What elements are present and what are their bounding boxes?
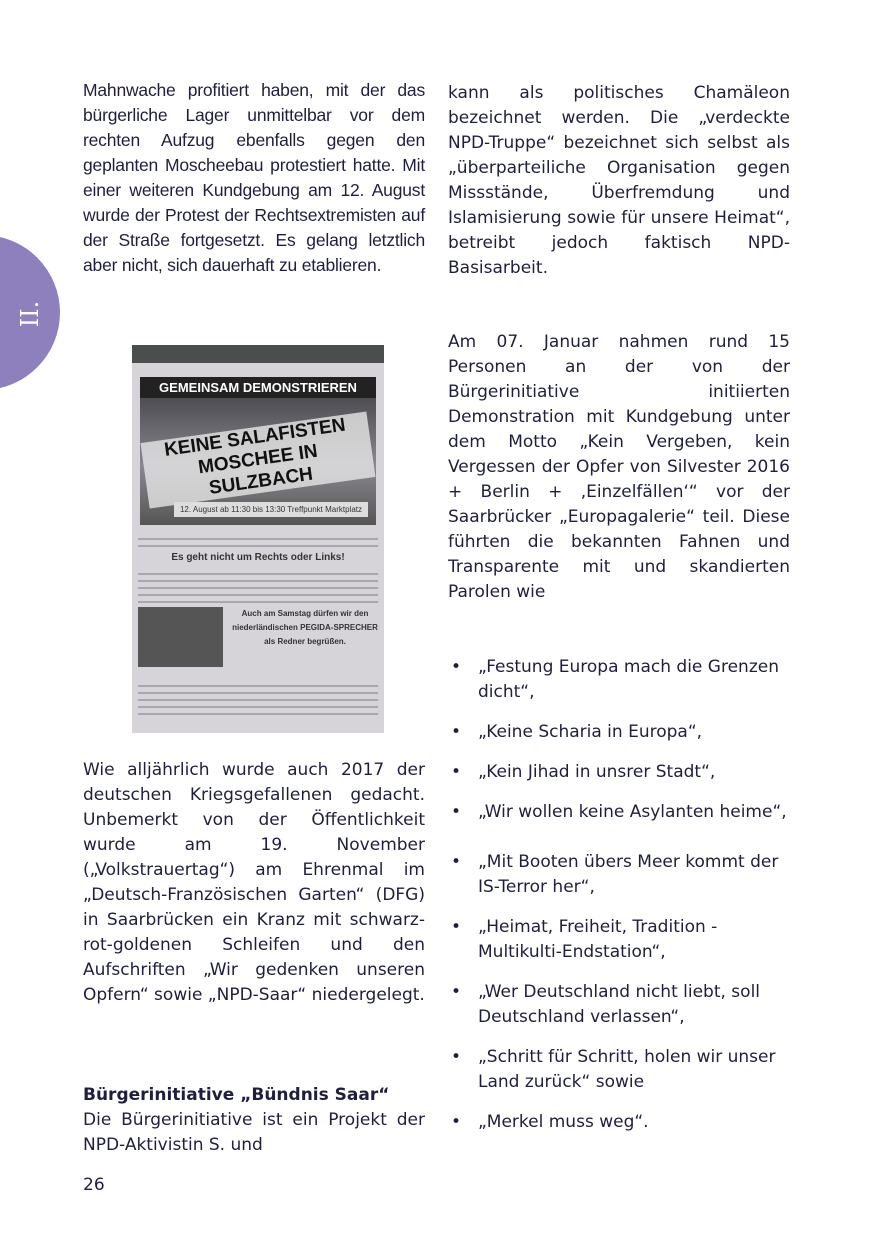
flyer-date: 12. August ab 11:30 bis 13:30 Treffpunkt Marktplatz <box>174 502 368 517</box>
paragraph: Die Bürgerinitiative ist ein Projekt der NPD-Aktivistin S. und <box>83 1110 425 1155</box>
list-item: • „Wir wollen keine Asylanten heime“, <box>448 800 793 825</box>
paragraph: Mahnwache profitiert haben, mit der das bürgerliche Lager unmittelbar vor dem rechten Aufzug ebenfalls gegen den geplanten Moscheebau protestiert hatte. Mit einer weiteren Kundgebung am 12. August wurde der Protest der Rechtsextremisten auf der Straße fortgesetzt. Es gelang letztlich aber nicht, sich dauerhaft zu etablieren. <box>83 80 425 275</box>
section-heading: Bürgerinitiative „Bündnis Saar“ <box>83 1085 390 1105</box>
flyer-banner <box>140 377 376 525</box>
list-item: • „Schritt für Schritt, holen wir unser Land zurück“ sowie <box>448 1045 793 1095</box>
paragraph: kann als politisches Chamäleon bezeichnet werden. Die „verdeckte NPD-Truppe“ bezeichnet sich selbst als „überparteiliche Organisation gegen Missstände, Überfremdung und Islamisierung sowie für unsere Heimat“, betreibt jedoch faktisch NPD-Basisarbeit. <box>448 83 790 278</box>
list-item: • „Heimat, Freiheit, Tradition - Multikulti-Endstation“, <box>448 915 793 965</box>
slogan-list <box>448 655 793 1150</box>
paragraph: Wie alljährlich wurde auch 2017 der deutschen Kriegsgefallenen gedacht. Unbemerkt von der Öffentlichkeit wurde am 19. November („Volkstrauertag“) am Ehrenmal im „Deutsch-Französischen Garten“ (DFG) in Saarbrücken ein Kranz mit schwarz-rot-goldenen Schleifen und den Aufschriften „Wir gedenken unseren Opfern“ sowie „NPD-Saar“ niedergelegt. <box>83 760 425 1005</box>
flyer-headline: GEMEINSAM DEMONSTRIEREN <box>140 377 376 398</box>
chapter-label: II. <box>16 300 44 328</box>
flyer-title: KEINE SALAFISTEN MOSCHEE IN SULZBACH <box>141 411 376 508</box>
list-item: • „Keine Scharia in Europa“, <box>448 720 793 745</box>
list-item: • „Wer Deutschland nicht liebt, soll Deutschland verlassen“, <box>448 980 793 1030</box>
section <box>83 1083 425 1158</box>
page-number: 26 <box>83 1175 105 1195</box>
flyer-image <box>138 607 223 667</box>
flyer-subheading: Es geht nicht um Rechts oder Links! <box>171 552 345 563</box>
list-item: • „Festung Europa mach die Grenzen dicht“, <box>448 655 793 705</box>
list-item: • „Kein Jihad in unsrer Stadt“, <box>448 760 793 785</box>
chapter-tab <box>0 235 60 390</box>
flyer-speaker-text: Auch am Samstag dürfen wir den niederländischen PEGIDA-SPRECHER als Redner begrüßen. <box>232 609 378 646</box>
paragraph: Am 07. Januar nahmen rund 15 Personen an der von der Bürgerinitiative initiierten Demonstration mit Kundgebung unter dem Motto „Kein Vergeben, kein Vergessen der Opfer von Silvester 2016 + Berlin + ‚Einzelfällen‘“ vor der Saarbrücker „Europagalerie“ teil. Diese führten die bekannten Fahnen und Transparente mit und skandierten Parolen wie <box>448 332 790 602</box>
flyer-photo <box>132 345 384 733</box>
list-item: • „Merkel muss weg“. <box>448 1110 793 1135</box>
list-item: • „Mit Booten übers Meer kommt der IS-Terror her“, <box>448 850 793 900</box>
